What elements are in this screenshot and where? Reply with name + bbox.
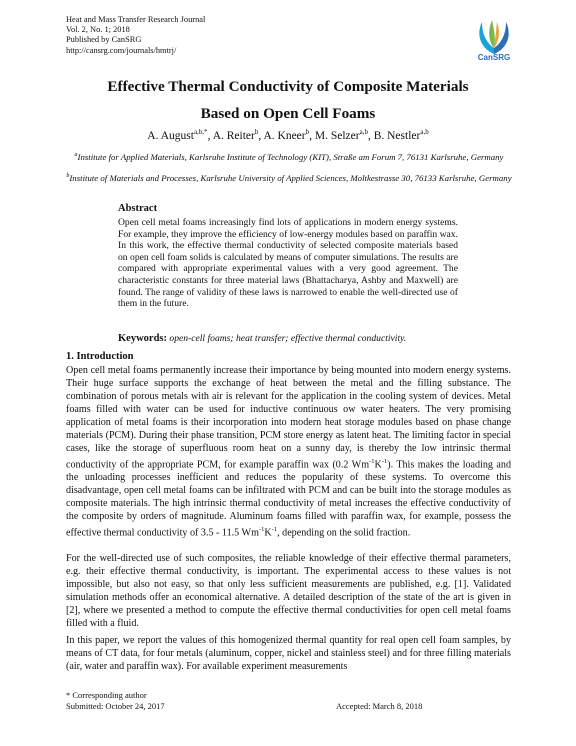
journal-publisher: Published by CanSRG [66, 35, 142, 45]
keywords-label: Keywords: [118, 333, 167, 344]
intro-paragraph-1: Open cell metal foams permanently increase their importance by being mounted into modern energy systems. Their huge surface supports the exchange of heat between the metal and the filling substance. The combination of porous metals with air is relevant for the application in the cooling system of devices. Metal foams filled with water can be used for inductive continuous ow water heaters. The very promising application of metal foams is their incorporation into modern heat storage modules based on phase change materials (PCM). During their phase transition, PCM store energy as latent heat. The limiting factor in special cases, like the storage of superfluous room heat on a sunny day, is thereby the low intrinsic thermal conductivity of the appropriate PCM, for example paraffin wax (0.2 $Wm^{-1}K^{-1}$). This makes the loading and the unloading processes inefficient and reduces the popularity of these systems. To overcome this disadvantage, open cell metal foams can be infiltrated with PCM and can be built into the storage modules as composite materials. The high intrinsic thermal conductivity of metal increases the effective conductivity of the composite by orders of magnitude. Aluminum foams filled with paraffin wax, for example, possess the effective thermal conductivity of 3.5 - 11.5 $Wm^{-1}K^{-1}$, depending on the solid fraction. [66, 365, 511, 539]
logo-text: CanSRG [477, 53, 511, 62]
keywords-text: open-cell foams; heat transfer; effective thermal conductivity. [169, 333, 407, 344]
author-name: A. Kneer [263, 129, 306, 142]
abstract-text: Open cell metal foams increasingly find lots of applications in modern energy systems. For example, they improve the efficiency of low-energy modules based on paraffin wax. In this work, the effective thermal conductivity of selected composite materials based on open cell foam solids is calculated by means of computer simulations. The results are compared with appropriate experimental values with a very good agreement. The characteristic constants for three material laws (Bhattacharya, Ashby and Maxwell) are found. The range of validity of these laws is narrowed to enable the well-directed use of them in the future. [118, 217, 458, 310]
author-name: B. Nestler [373, 129, 421, 142]
paper-title-line1: Effective Thermal Conductivity of Composite Materials [107, 78, 469, 95]
keywords [118, 333, 458, 344]
intro-paragraph-3: In this paper, we report the values of this homogenized thermal quantity for real open cell foam samples, by means of CT data, for four metals (aluminum, copper, nickel and stainless steel) and for three filling materials (air, water and paraffin wax). For available experiment measurements [66, 635, 511, 672]
author-affiliation-mark: a,b [420, 128, 429, 136]
section-heading-introduction: 1. Introduction [66, 351, 134, 362]
author-list: A. August$^{a,b,*}$, A. Reiter$^b$, A. Kneer$^b$, M. Selzer$^{a,b}$, B. Nestler$^{a,b}$ [147, 128, 429, 142]
intro-paragraph-2: For the well-directed use of such composites, the reliable knowledge of their effective thermal parameters, e.g. their effective thermal conductivity, is important. The experimental access to these values is not impossible, but also not easy, so that only less sufficient measurements are published, e.g. [1]. Validated simulation methods offer an economical alternative. A detailed description of the state of the art is given in [2], where we presented a method to compute the effective thermal conductivities for open cell metal foams filled with a fluid. [66, 553, 511, 629]
paper-title-line2: Based on Open Cell Foams [200, 105, 376, 122]
author-affiliation-mark: a,b [359, 128, 368, 136]
submitted-date: Submitted: October 24, 2017 [66, 701, 165, 711]
affiliation-a: $^a$Institute for Applied Materials, Karlsruhe Institute of Technology (KIT), Straße am Forum 7, 76131 Karlsruhe, Germany [74, 151, 504, 162]
author-name: A. August [147, 129, 194, 142]
author-affiliation-mark: a,b,* [193, 128, 208, 136]
journal-name: Heat and Mass Transfer Research Journal [66, 15, 206, 24]
corresponding-author-note: * Corresponding author [66, 690, 147, 700]
submission-dates [66, 701, 511, 711]
affiliation-b: $^b$Institute of Materials and Processes, Karlsruhe University of Applied Sciences, Moltkestrasse 30, 76133 Karlsruhe, Germany [66, 172, 512, 183]
abstract-heading: Abstract [118, 203, 158, 214]
author-name: A. Reiter [212, 129, 255, 142]
journal-header [66, 15, 205, 56]
accepted-date: Accepted: March 8, 2018 [336, 701, 423, 711]
author-affiliation-mark: b [254, 128, 259, 136]
author-affiliation-mark: b [305, 128, 310, 136]
author-name: M. Selzer [314, 129, 360, 142]
journal-volume: Vol. 2, No. 1; 2018 [66, 25, 130, 35]
journal-url[interactable]: http://cansrg.com/journals/hmtrj/ [66, 45, 177, 55]
